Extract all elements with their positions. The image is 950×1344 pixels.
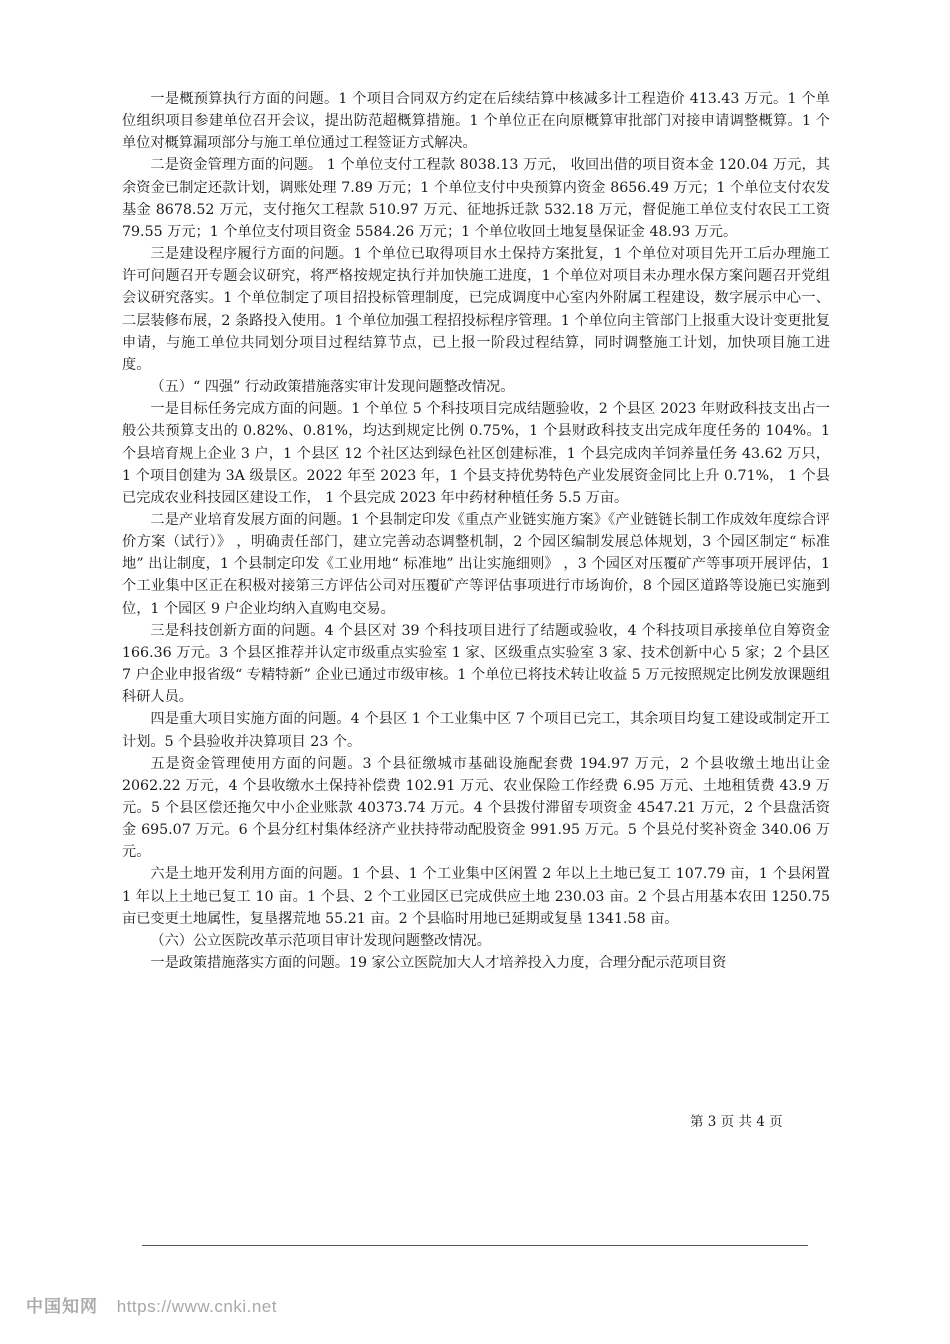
paragraph-construction-procedure: 三是建设程序履行方面的问题。1 个单位已取得项目水土保持方案批复，1 个单位对项目先开工后办理施工许可问题召开专题会议研究，将严格按规定执行并加快施工进度，1 个单位对项目未办理水保方案问题召开党组会议研究落实。1 个单位制定了项目招投标管理制度，已完成调度中心室内外附属工程建设，数字展示中心一、二层装修布展，2 条路投入使用。1 个单位加强工程招投标程序管理。1 个单位向主管部门上报重大设计变更批复申请，与施工单位共同划分项目过程结算节点，已上报一阶段过程结算，同时调整施工计划，加快项目施工进度。	[122, 246, 830, 373]
watermark-brand: 中国知网	[26, 1297, 98, 1316]
paragraph-tech-innovation: 三是科技创新方面的问题。4 个县区对 39 个科技项目进行了结题或验收，4 个科技项目承接单位自筹资金 166.36 万元。3 个县区推荐并认定市级重点实验室 1 家、区级重点实验室 3 家、技术创新中心 5 家；2 个县区 7 户企业申报省级“ 专精特新” 企业已通过市级审核。1 个单位已将技术转让收益 5 万元按照规定比例发放课题组科研人员。	[122, 622, 830, 706]
section-heading-public-hospital: （六）公立医院改革示范项目审计发现问题整改情况。	[150, 932, 491, 949]
paragraph-budget-execution: 一是概预算执行方面的问题。1 个项目合同双方约定在后续结算中核减多计工程造价 413.43 万元。1 个单位组织项目参建单位召开会议，提出防范超概算措施。1 个单位正在向原概算审批部门对接申请调整概算。1 个单位对概算漏项部分与施工单位通过工程签证方式解决。	[122, 91, 830, 152]
paragraph-major-projects: 四是重大项目实施方面的问题。4 个县区 1 个工业集中区 7 个项目已完工，其余项目均复工建设或制定开工计划。5 个县验收并决算项目 23 个。	[122, 711, 830, 750]
document-body	[122, 88, 830, 974]
paragraph-industry-cultivation: 二是产业培育发展方面的问题。1 个县制定印发《重点产业链实施方案》《产业链链长制工作成效年度综合评价方案（试行）》 ，明确责任部门，建立完善动态调整机制，2 个园区编制发展总体规划，3 个园区制定“ 标准地” 出让制度，1 个县制定印发《工业用地“ 标准地” 出让实施细则》 ，3 个园区对压覆矿产等事项开展评估，1 个工业集中区正在积极对接第三方评估公司对压覆矿产等评估事项进行市场询价，8 个园区道路等设施已实施到位，1 个园区 9 户企业均纳入直购电交易。	[122, 511, 830, 617]
paragraph-land-use: 六是土地开发利用方面的问题。1 个县、1 个工业集中区闲置 2 年以上土地已复工 107.79 亩，1 个县闲置 1 年以上土地已复工 10 亩。1 个县、2 个工业园区已完成供应土地 230.03 亩。2 个县占用基本农田 1250.75 亩已变更土地属性，复垦撂荒地 55.21 亩。2 个县临时用地已延期或复垦 1341.58 亩。	[122, 866, 830, 927]
footer-divider	[142, 1245, 808, 1246]
paragraph-fund-management: 二是资金管理方面的问题。 1 个单位支付工程款 8038.13 万元， 收回出借的项目资本金 120.04 万元，其余资金已制定还款计划，调账处理 7.89 万元；1 个单位支付中央预算内资金 8656.49 万元；1 个单位支付农发基金 8678.52 万元，支付拖欠工程款 510.97 万元、征地拆迁款 532.18 万元，督促施工单位支付农民工工资 79.55 万元；1 个单位支付项目资金 5584.26 万元；1 个单位收回土地复垦保证金 48.93 万元。	[122, 157, 830, 240]
paragraph-policy-implementation: 一是政策措施落实方面的问题。19 家公立医院加大人才培养投入力度，合理分配示范项目资	[150, 955, 727, 972]
paragraph-fund-usage: 五是资金管理使用方面的问题。3 个县征缴城市基础设施配套费 194.97 万元，2 个县收缴土地出让金 2062.22 万元，4 个县收缴水土保持补偿费 102.91 万元、农业保险工作经费 6.95 万元、土地租赁费 43.9 万元。5 个县区偿还拖欠中小企业账款 40373.74 万元。4 个县拨付滞留专项资金 4547.21 万元，2 个县盘活资金 695.07 万元。6 个县分红村集体经济产业扶持带动配股资金 991.95 万元。5 个县兑付奖补资金 340.06 万元。	[122, 755, 830, 861]
page-number: 第 3 页 共 4 页	[690, 1114, 783, 1130]
section-heading-four-strong: （五）“ 四强” 行动政策措施落实审计发现问题整改情况。	[150, 379, 515, 396]
watermark-url: https://www.cnki.net	[116, 1297, 277, 1316]
paragraph-target-tasks: 一是目标任务完成方面的问题。1 个单位 5 个科技项目完成结题验收，2 个县区 2023 年财政科技支出占一般公共预算支出的 0.82%、0.81%，均达到规定比例 0.75%，1 个县财政科技支出完成年度任务的 104%。1 个县培育规上企业 3 户，1 个县区 12 个社区达到绿色社区创建标准，1 个县完成肉羊饲养量任务 43.62 万只，1 个项目创建为 3A 级景区。2022 年至 2023 年，1 个县支持优势特色产业发展资金同比上升 0.71%， 1 个县已完成农业科技园区建设工作， 1 个县完成 2023 年中药材种植任务 5.5 万亩。	[122, 401, 830, 506]
cnki-watermark	[26, 1292, 277, 1322]
